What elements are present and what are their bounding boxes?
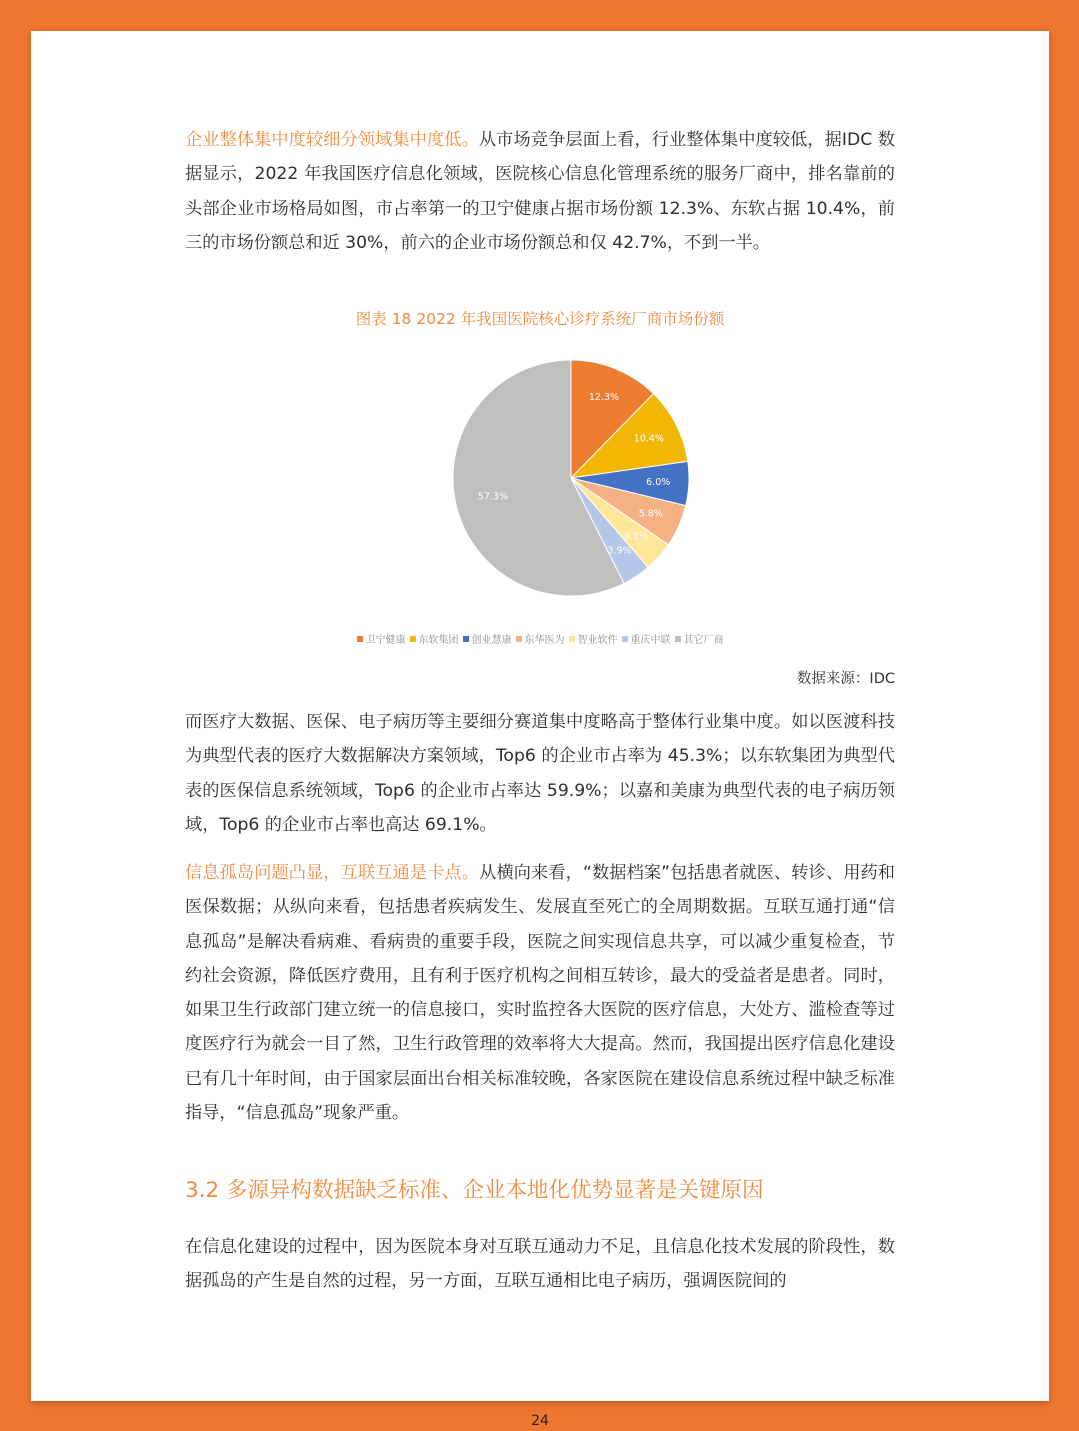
legend-item <box>357 631 406 646</box>
paragraph-section-intro: 在信息化建设的过程中，因为医院本身对互联互通动力不足，且信息化技术发展的阶段性，数据孤岛的产生是自然的过程，另一方面，互联互通相比电子病历，强调医院间的 <box>185 1237 895 1292</box>
legend-label: 卫宁健康 <box>365 635 406 646</box>
pie-label-卫宁健康: 12.3% <box>588 392 620 404</box>
paragraph-text: 从横向来看，“数据档案”包括患者就医、转诊、用药和医保数据；从纵向来看，包括患者疾病发生、发展直至死亡的全周期数据。互联互通打通“信息孤岛”是解决看病难、看病贵的重要手段，医院之间实现信息共享，可以减少重复检查，节约社会资源，降低医疗费用，且有利于医疗机构之间相互转诊，最大的受益者是患者。同时，如果卫生行政部门建立统一的信息接口，实时监控各大医院的医疗信息，大处方、滥检查等过度医疗行为就会一目了然，卫生行政管理的效率将大大提高。然而，我国提出医疗信息化建设已有几十年时间，由于国家层面出台相关标准较晚，各家医院在建设信息系统过程中缺乏标准指导，“信息孤岛”现象严重。 <box>185 863 895 1124</box>
legend-item <box>622 631 671 646</box>
pie-label-重庆中联: 3.9% <box>607 545 632 557</box>
legend-label: 创业慧康 <box>471 635 512 646</box>
paragraph-information-silos <box>185 856 895 1130</box>
pie-label-智业软件: 4.1% <box>623 531 649 543</box>
legend-label: 其它厂商 <box>683 635 724 646</box>
legend-label: 东软集团 <box>418 635 459 646</box>
data-source: 数据来源：IDC <box>796 671 895 687</box>
pie-label-东华医为: 5.8% <box>638 508 663 520</box>
legend-swatch <box>675 636 681 642</box>
paragraph-segment-concentration: 而医疗大数据、医保、电子病历等主要细分赛道集中度略高于整体行业集中度。如以医渡科技为典型代表的医疗大数据解决方案领域，Top6 的企业市占率为 45.3%；以东软集团为典型代表的医保信息系统领域，Top6 的企业市占率达 59.9%；以嘉和美康为典型代表的电子病历领域，Top6 的企业市占率也高达 69.1%。 <box>185 712 895 835</box>
market-share-pie-chart <box>185 359 895 649</box>
legend-label: 重庆中联 <box>630 635 671 646</box>
pie-label-创业慧康: 6.0% <box>646 477 671 489</box>
document-page <box>31 31 1049 1429</box>
legend-item <box>675 631 724 646</box>
legend-swatch <box>516 636 522 642</box>
legend-swatch <box>357 636 363 642</box>
legend-label: 东华医为 <box>524 635 565 646</box>
legend-label: 智业软件 <box>577 635 618 646</box>
paragraph-text: 从市场竞争层面上看，行业整体集中度较低，据IDC 数据显示，2022 年我国医疗信息化领域，医院核心信息化管理系统的服务厂商中，排名靠前的头部企业市场格局如图，市占率第一的卫宁健康占据市场份额 12.3%、东软占据 10.4%，前三的市场份额总和近 30%，前六的企业市场份额总和仅 42.7%，不到一半。 <box>185 130 895 253</box>
legend-item <box>410 631 459 646</box>
paragraph-market-concentration <box>185 123 895 260</box>
legend-swatch <box>622 636 628 642</box>
page-number: 24 <box>531 1413 549 1429</box>
pie-label-东软集团: 10.4% <box>633 433 664 445</box>
legend-swatch <box>569 636 575 642</box>
legend-item <box>463 631 512 646</box>
legend-item <box>516 631 565 646</box>
chart-legend <box>185 631 895 646</box>
paragraph-highlight: 信息孤岛问题凸显，互联互通是卡点。 <box>185 863 480 883</box>
section-heading: 3.2 多源异构数据缺乏标准、企业本地化优势显著是关键原因 <box>185 1178 764 1203</box>
pie-label-其它厂商: 57.3% <box>477 491 509 503</box>
legend-swatch <box>410 636 416 642</box>
paragraph-highlight: 企业整体集中度较细分领域集中度低。 <box>185 130 479 150</box>
figure-caption: 图表 18 2022 年我国医院核心诊疗系统厂商市场份额 <box>355 310 725 328</box>
legend-swatch <box>463 636 469 642</box>
legend-item <box>569 631 618 646</box>
